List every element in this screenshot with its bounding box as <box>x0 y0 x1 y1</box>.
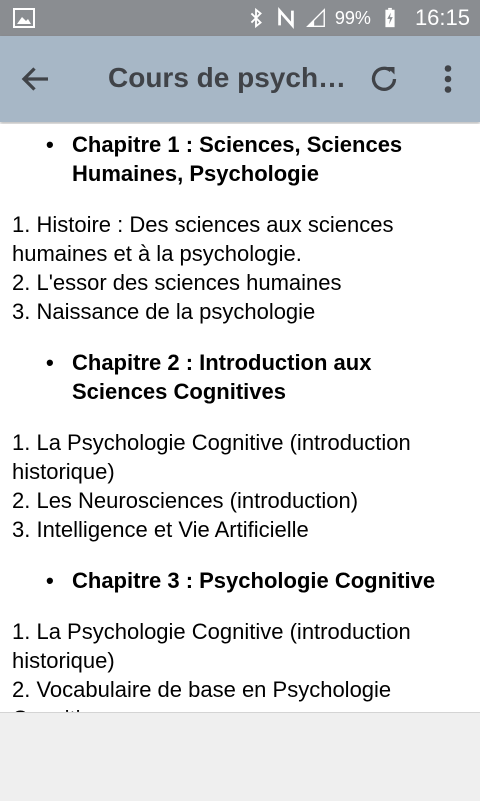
chapter-items <box>12 210 472 326</box>
bullet-icon: • <box>46 568 54 593</box>
app-bar <box>0 36 480 122</box>
list-item: 2. Vocabulaire de base en Psychologie <box>12 677 392 702</box>
list-item: 2. Les Neurosciences (introduction) <box>12 488 359 513</box>
clock: 16:15 <box>414 5 470 30</box>
nfc-icon <box>275 7 297 29</box>
list-item: 1. La Psychologie Cognitive (introduction historique) <box>12 430 411 484</box>
list-item: 1. Histoire : Des sciences aux sciences humaines et à la psychologie. <box>12 212 394 266</box>
battery-charging-icon <box>379 7 401 29</box>
chapter-items <box>12 428 472 544</box>
bottom-panel <box>0 712 480 801</box>
chapter-section <box>0 348 480 544</box>
chapter-section <box>0 130 480 326</box>
chapter-title: • Chapitre 2 : Introduction aux Sciences Cognitives <box>46 350 372 404</box>
status-bar <box>0 0 480 36</box>
battery-percentage: 99% <box>334 7 371 28</box>
list-item: 3. Intelligence et Vie Artificielle <box>12 517 309 542</box>
refresh-icon[interactable] <box>366 61 402 97</box>
bullet-icon: • <box>46 350 54 375</box>
gallery-icon <box>12 6 36 30</box>
chapter-title: • Chapitre 1 : Sciences, Sciences Humaines, Psychologie <box>46 132 403 186</box>
page-title: Cours de psych… <box>108 62 347 93</box>
bluetooth-icon <box>245 7 267 29</box>
chapter-section <box>0 566 480 733</box>
list-item: 1. La Psychologie Cognitive (introduction historique) <box>12 619 411 673</box>
course-content[interactable] <box>0 124 480 712</box>
bullet-icon: • <box>46 132 54 157</box>
list-item: 3. Naissance de la psychologie <box>12 299 316 324</box>
more-vert-icon[interactable] <box>430 61 466 97</box>
chapter-title: • Chapitre 3 : Psychologie Cognitive <box>46 568 436 593</box>
list-item: 2. L'essor des sciences humaines <box>12 270 342 295</box>
signal-icon <box>305 7 327 29</box>
back-arrow-icon[interactable] <box>18 61 54 97</box>
